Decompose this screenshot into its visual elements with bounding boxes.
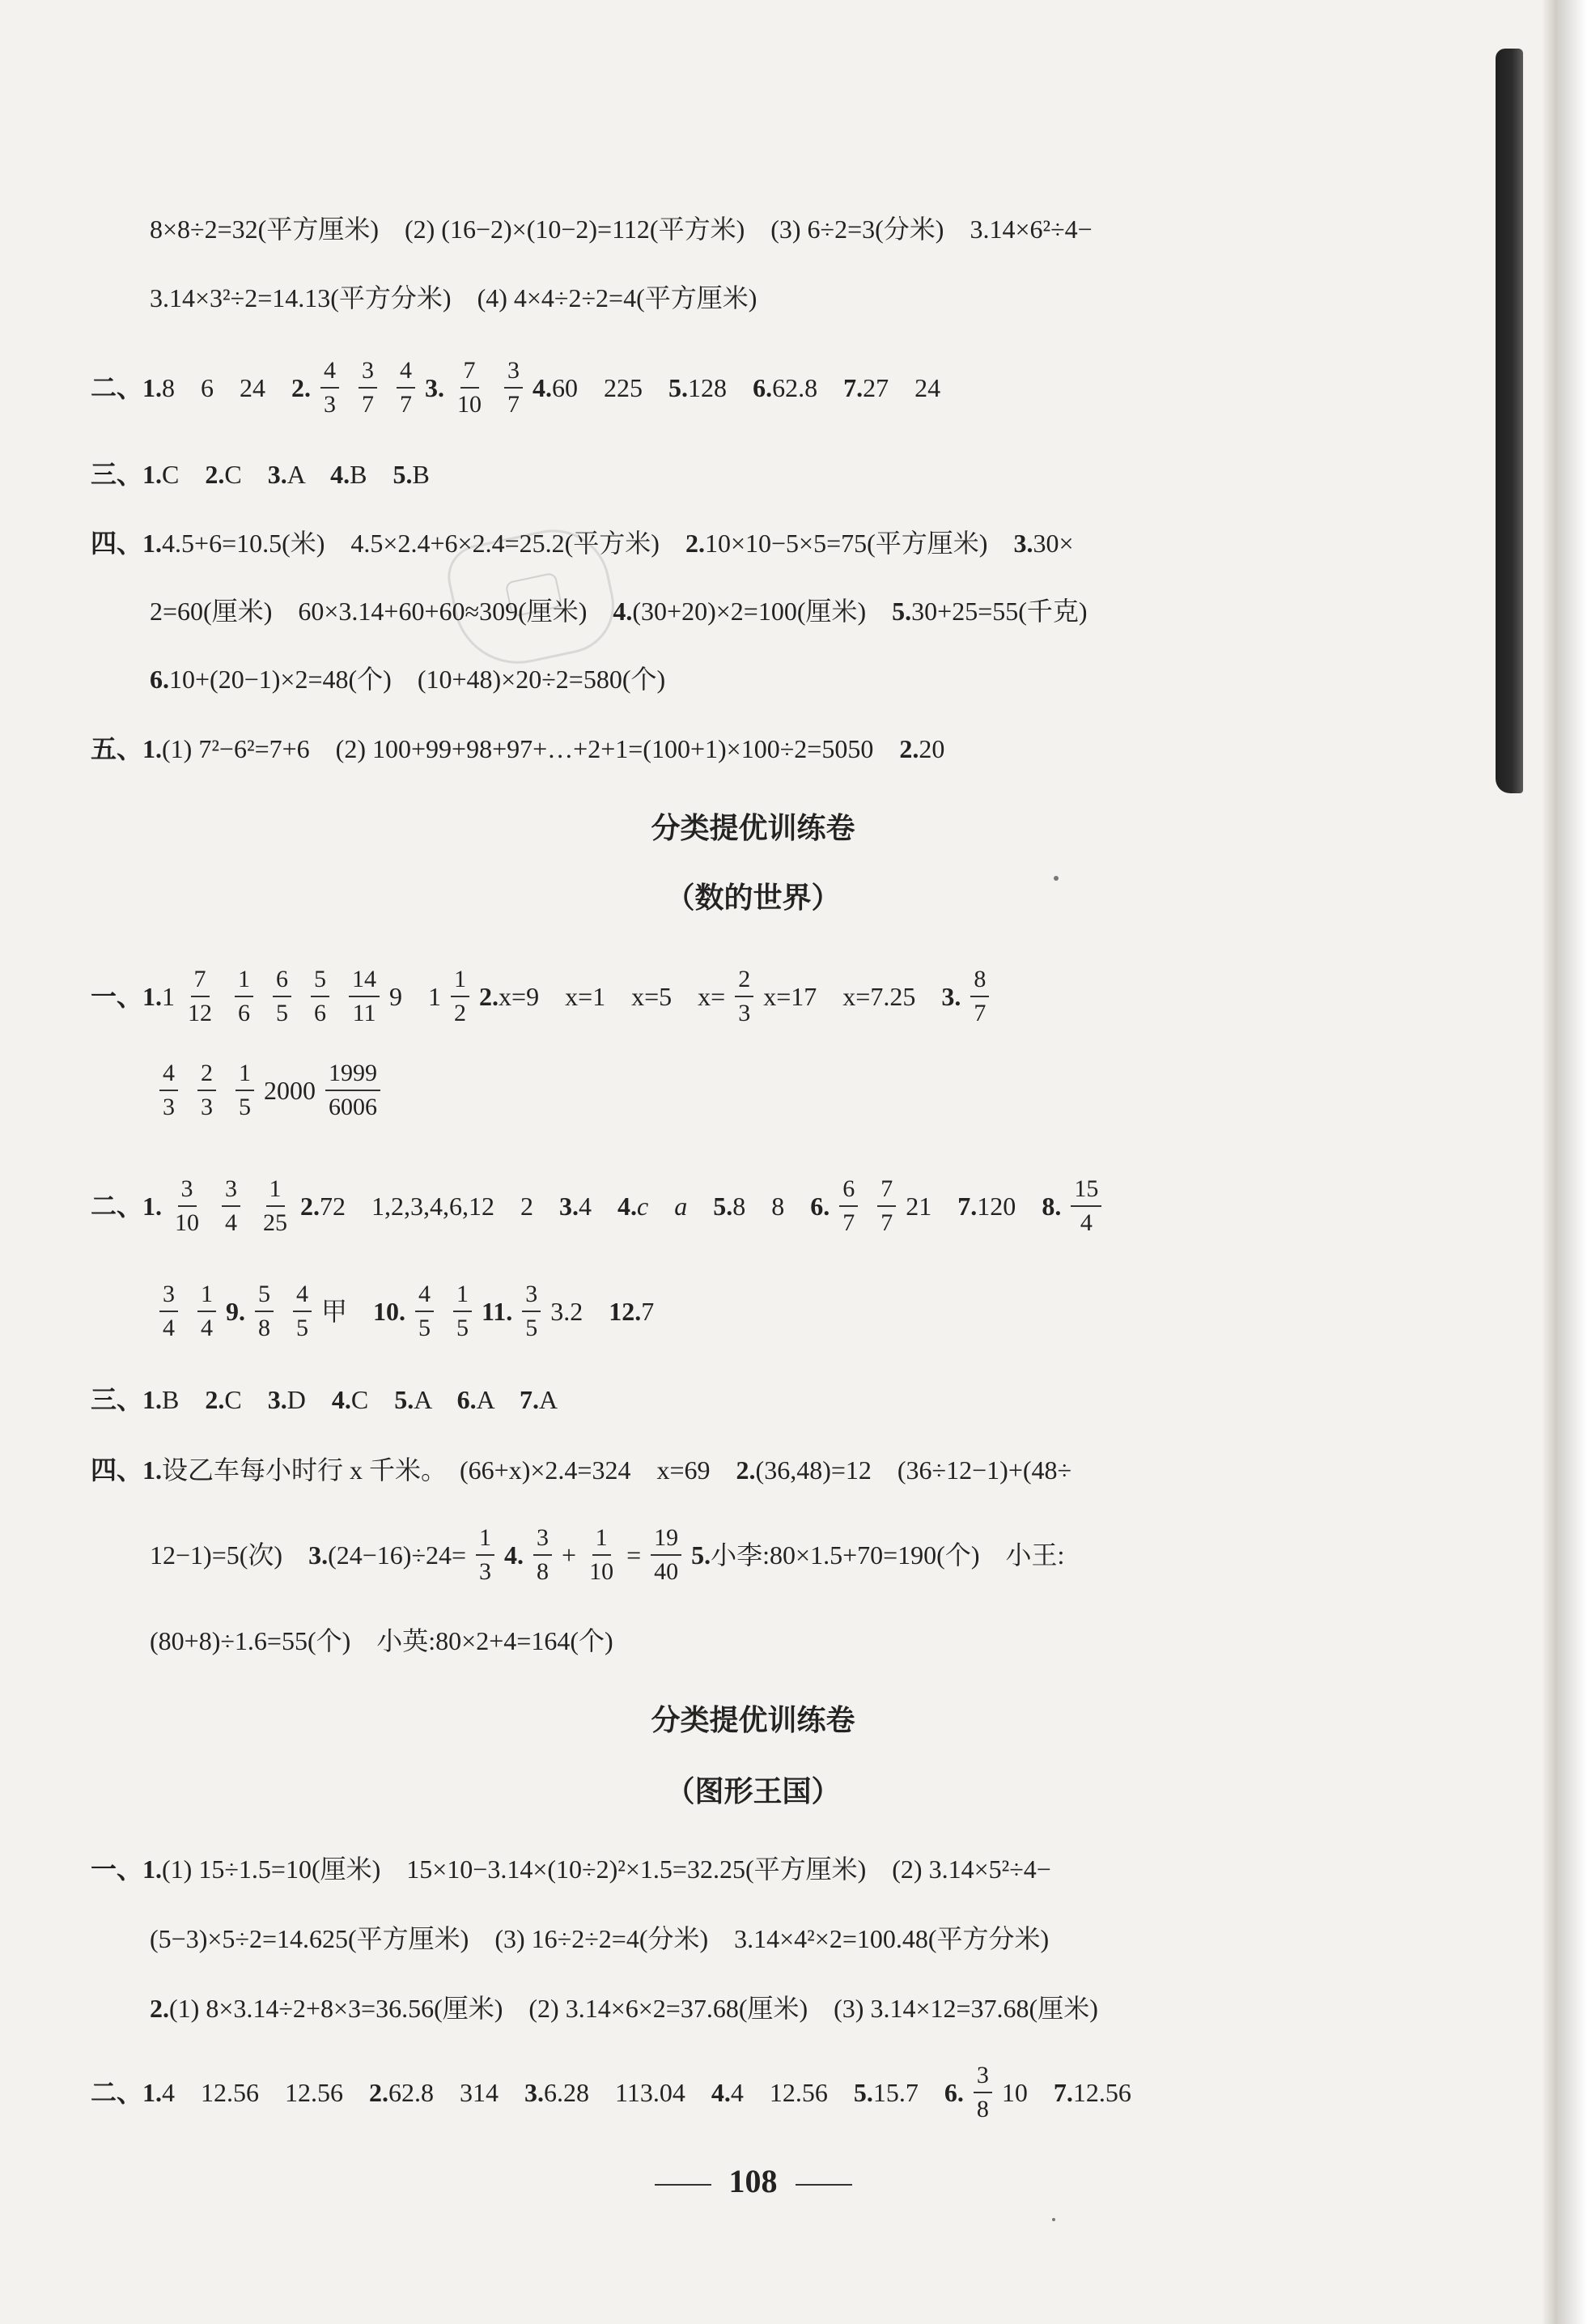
fraction (325, 1060, 380, 1121)
denominator: 25 (263, 1209, 288, 1236)
denominator: 5 (276, 1000, 289, 1026)
numerator: 3 (359, 357, 377, 389)
numerator: 19 (651, 1524, 681, 1556)
denominator: 5 (239, 1094, 251, 1120)
question-number: 3. (308, 1540, 329, 1570)
denominator: 10 (589, 1558, 614, 1585)
fraction (586, 1524, 617, 1586)
question-number: 7. (843, 373, 864, 402)
fraction (974, 2062, 992, 2123)
numerator: 1 (235, 966, 253, 997)
question-number: 1. (142, 1455, 163, 1485)
fraction (320, 357, 339, 418)
answer-text: 10 (1001, 2078, 1054, 2107)
answer-line (150, 1596, 1587, 1685)
section-number: 四、 (91, 529, 143, 558)
fraction (359, 357, 377, 418)
answer-line (150, 1046, 1587, 1135)
answer-text: 12−1)=5(次) (150, 1540, 309, 1570)
answer-text: (5−3)×5÷2=14.625(平方厘米) (3) 16÷2÷2=4(分米) 3.14×4²×2=100.48(平方分米) (150, 1924, 1050, 1953)
section-number: 五、 (91, 734, 143, 763)
answer-text: + (562, 1540, 577, 1570)
answer-text: = (626, 1540, 642, 1570)
question-number: 6. (150, 665, 169, 694)
question-number: 2. (479, 982, 499, 1011)
answer-text: 20 (919, 734, 945, 763)
answer-text: (1) 15÷1.5=10(厘米) 15×10−3.14×(10÷2)²×1.5=32.25(平方厘米) (2) 3.14×5²÷4− (162, 1855, 1051, 1884)
denominator: 7 (974, 1000, 987, 1026)
question-number: 1. (142, 1385, 163, 1414)
question-number: 2. (291, 373, 312, 402)
question-number: 2. (736, 1455, 756, 1485)
numerator: 3 (533, 1524, 552, 1556)
answer-text: D (286, 1385, 332, 1414)
answer-line (150, 253, 1587, 342)
answer-text: c a (637, 1192, 714, 1221)
question-number: 6. (944, 2078, 964, 2107)
denominator: 8 (258, 1315, 270, 1341)
numerator: 4 (397, 357, 415, 389)
numerator: 1 (453, 1281, 472, 1312)
question-number: 1. (142, 982, 163, 1011)
fraction (255, 1281, 274, 1342)
question-number: 1. (142, 1192, 163, 1221)
answer-line (150, 1267, 1587, 1356)
denominator: 6 (238, 1000, 251, 1026)
answer-text: 10×10−5×5=75(平方厘米) (704, 529, 1014, 558)
numerator: 5 (255, 1281, 274, 1312)
section-number: 二、 (91, 2078, 143, 2107)
fraction (273, 966, 291, 1027)
answer-line (150, 1964, 1587, 2053)
question-number: 6. (810, 1192, 830, 1221)
answer-text: A (476, 1385, 520, 1414)
answer-text: 1 (162, 982, 176, 1011)
question-number: 1. (142, 2078, 163, 2107)
fraction (349, 966, 380, 1027)
numerator: 4 (415, 1281, 434, 1312)
fraction (504, 357, 523, 418)
question-number: 1. (142, 1855, 163, 1884)
numerator: 1 (476, 1524, 494, 1556)
fraction (839, 1175, 858, 1237)
answer-text: 15.7 (872, 2078, 944, 2107)
denominator: 4 (1080, 1209, 1093, 1236)
question-number: 5. (394, 1385, 414, 1414)
numerator: 3 (159, 1281, 178, 1312)
footer-dash (655, 2184, 711, 2186)
denominator: 3 (479, 1558, 492, 1585)
numerator: 1 (236, 1060, 254, 1091)
denominator: 4 (201, 1315, 213, 1341)
fraction (1071, 1175, 1101, 1237)
answer-text: 8 6 24 (162, 373, 292, 402)
answer-text: x=9 x=1 x=5 x= (499, 982, 726, 1011)
question-number: 3. (425, 373, 445, 402)
numerator: 3 (504, 357, 523, 389)
answer-text: B (350, 460, 393, 489)
question-number: 5. (668, 373, 689, 402)
answer-text: 12.56 (1072, 2078, 1131, 2107)
page-number: 108 (728, 2163, 778, 2199)
answer-text: (36,48)=12 (36÷12−1)+(48÷ (755, 1455, 1072, 1485)
answer-text: A (414, 1385, 457, 1414)
footer-dash (796, 2184, 852, 2186)
question-number: 11. (482, 1297, 513, 1326)
denominator: 11 (352, 1000, 376, 1026)
numerator: 1 (451, 966, 469, 997)
question-number: 3. (267, 460, 287, 489)
denominator: 5 (418, 1315, 431, 1341)
answer-text: B (162, 1385, 206, 1414)
question-number: 2. (300, 1192, 320, 1221)
answer-text: (1) 8×3.14÷2+8×3=36.56(厘米) (2) 3.14×6×2=37.68(厘米) (3) 3.14×12=37.68(厘米) (169, 1994, 1098, 2023)
fraction (454, 357, 485, 418)
question-number: 4. (617, 1192, 638, 1221)
question-number: 12. (609, 1297, 642, 1326)
question-number: 10. (373, 1297, 406, 1326)
answer-text: 4 12.56 (730, 2078, 854, 2107)
scan-speck (1052, 2218, 1055, 2221)
denominator: 3 (201, 1094, 213, 1120)
answer-text: 120 (977, 1192, 1042, 1221)
answer-line (91, 704, 1587, 793)
answer-text: A (538, 1385, 558, 1414)
question-number: 5. (691, 1540, 711, 1570)
fraction (172, 1175, 202, 1237)
answer-text: B (412, 460, 430, 489)
question-number: 4. (711, 2078, 731, 2107)
answer-text: 8×8÷2=32(平方厘米) (2) (16−2)×(10−2)=112(平方米) (3) 6÷2=3(分米) 3.14×6²÷4− (150, 215, 1093, 244)
denominator: 3 (163, 1094, 175, 1120)
denominator: 2 (454, 1000, 467, 1026)
fraction (453, 1281, 472, 1342)
fraction (397, 357, 415, 418)
answer-text: 甲 (321, 1297, 374, 1326)
denominator: 3 (738, 1000, 751, 1026)
answer-line (91, 1425, 1587, 1515)
question-number: 3. (1013, 529, 1033, 558)
question-number: 5. (892, 597, 912, 626)
fraction (197, 1281, 216, 1342)
fraction (735, 966, 753, 1027)
answer-text: 3.2 (550, 1297, 609, 1326)
answer-text: 9 1 (389, 982, 442, 1011)
fraction (877, 1175, 896, 1237)
page-footer (0, 2157, 1506, 2206)
question-number: 2. (685, 529, 705, 558)
fraction (236, 1060, 254, 1121)
question-number: 7. (957, 1192, 978, 1221)
question-number: 7. (519, 1385, 539, 1414)
section-number: 三、 (91, 1385, 143, 1414)
answer-line (91, 343, 1587, 432)
denominator: 7 (362, 391, 375, 418)
denominator: 10 (175, 1209, 200, 1236)
fraction (651, 1524, 681, 1586)
denominator: 7 (880, 1209, 893, 1236)
answer-text: 10+(20−1)×2=48(个) (10+48)×20÷2=580(个) (169, 665, 666, 694)
denominator: 4 (163, 1315, 175, 1341)
fraction (415, 1281, 434, 1342)
answer-text: 60 225 (552, 373, 669, 402)
section-number: 三、 (91, 460, 143, 489)
answer-text: (30+20)×2=100(厘米) (632, 597, 893, 626)
question-number: 2. (205, 1385, 225, 1414)
section-number: 二、 (91, 373, 143, 402)
numerator: 1999 (325, 1060, 380, 1091)
question-number: 5. (713, 1192, 733, 1221)
answer-text: 3.14×3²÷2=14.13(平方分米) (4) 4×4÷2÷2=4(平方厘米) (150, 283, 757, 312)
denominator: 6006 (329, 1094, 377, 1120)
question-number: 5. (853, 2078, 873, 2107)
question-number: 4. (613, 597, 633, 626)
answer-text: 2=60(厘米) 60×3.14+60+60≈309(厘米) (150, 597, 613, 626)
numerator: 1 (197, 1281, 216, 1312)
answer-text: A (286, 460, 331, 489)
numerator: 14 (349, 966, 380, 997)
fraction (159, 1281, 178, 1342)
section-subheading: （数的世界） (665, 882, 841, 915)
question-number: 1. (142, 734, 163, 763)
denominator: 8 (537, 1558, 550, 1585)
question-number: 6. (753, 373, 773, 402)
question-number: 1. (142, 373, 163, 402)
question-number: 7. (1053, 2078, 1073, 2107)
numerator: 6 (839, 1175, 858, 1207)
question-number: 1. (142, 529, 163, 558)
fraction (235, 966, 253, 1027)
numerator: 8 (970, 966, 989, 997)
answer-text: 6.28 113.04 (544, 2078, 711, 2107)
answer-text: 7 (641, 1297, 655, 1326)
question-number: 2. (899, 734, 919, 763)
numerator: 4 (320, 357, 339, 389)
numerator: 5 (311, 966, 329, 997)
question-number: 3. (267, 1385, 287, 1414)
section-number: 一、 (91, 982, 143, 1011)
denominator: 7 (842, 1209, 855, 1236)
fraction (522, 1281, 541, 1342)
numerator: 4 (159, 1060, 178, 1091)
numerator: 4 (293, 1281, 312, 1312)
answer-text: 2000 (264, 1076, 316, 1105)
question-number: 1. (142, 460, 163, 489)
fraction (159, 1060, 178, 1121)
answer-text: 62.8 314 (388, 2078, 525, 2107)
fraction (185, 966, 215, 1027)
numerator: 7 (460, 357, 479, 389)
numerator: 2 (197, 1060, 216, 1091)
question-number: 3. (559, 1192, 579, 1221)
question-number: 8. (1042, 1192, 1062, 1221)
numerator: 1 (592, 1524, 611, 1556)
fraction (197, 1060, 216, 1121)
numerator: 15 (1071, 1175, 1101, 1207)
denominator: 3 (324, 391, 337, 418)
question-number: 5. (393, 460, 413, 489)
answer-text: (1) 7²−6²=7+6 (2) 100+99+98+97+…+2+1=(100+1)×100÷2=5050 (162, 734, 900, 763)
section-number: 二、 (91, 1192, 143, 1221)
denominator: 5 (456, 1315, 469, 1341)
denominator: 7 (507, 391, 520, 418)
answer-text: 62.8 (772, 373, 844, 402)
denominator: 8 (976, 2096, 989, 2122)
numerator: 6 (273, 966, 291, 997)
answer-text: 72 1,2,3,4,6,12 2 (320, 1192, 560, 1221)
numerator: 3 (178, 1175, 197, 1207)
answer-text: 4 12.56 12.56 (162, 2078, 370, 2107)
denominator: 4 (225, 1209, 238, 1236)
numerator: 7 (191, 966, 210, 997)
answer-text: (24−16)÷24= (328, 1540, 467, 1570)
answer-text: 4 (579, 1192, 618, 1221)
numerator: 7 (877, 1175, 896, 1207)
numerator: 2 (735, 966, 753, 997)
answer-line (91, 2048, 1587, 2137)
question-number: 4. (330, 460, 350, 489)
numerator: 3 (222, 1175, 240, 1207)
answer-text: C (350, 1385, 395, 1414)
answer-line (91, 1162, 1587, 1251)
denominator: 12 (188, 1000, 213, 1026)
question-number: 6. (456, 1385, 477, 1414)
section-number: 四、 (91, 1455, 143, 1485)
denominator: 7 (400, 391, 413, 418)
section-heading: 分类提优训练卷 (651, 812, 855, 845)
question-number: 3. (941, 982, 961, 1011)
section-subheading: （图形王国） (665, 1775, 841, 1808)
question-number: 4. (504, 1540, 524, 1570)
answer-line (150, 1510, 1587, 1600)
answer-text: 30× (1033, 529, 1074, 558)
answer-text: 27 24 (863, 373, 941, 402)
numerator: 3 (974, 2062, 992, 2093)
section-number: 一、 (91, 1855, 143, 1884)
question-number: 2. (369, 2078, 389, 2107)
answer-text: 128 (688, 373, 753, 402)
fraction (476, 1524, 494, 1586)
answer-text: (80+8)÷1.6=55(个) 小英:80×2+4=164(个) (150, 1626, 613, 1655)
numerator: 3 (522, 1281, 541, 1312)
denominator: 6 (314, 1000, 327, 1026)
question-number: 4. (533, 373, 553, 402)
answer-text: 4.5+6=10.5(米) 4.5×2.4+6×2.4=25.2(平方米) (162, 529, 685, 558)
answer-text: 30+25=55(千克) (911, 597, 1088, 626)
fraction (533, 1524, 552, 1586)
fraction (222, 1175, 240, 1237)
answer-text: 21 (906, 1192, 958, 1221)
question-number: 4. (331, 1385, 351, 1414)
answer-text: 小李:80×1.5+70=190(个) 小王: (711, 1540, 1065, 1570)
fraction (293, 1281, 312, 1342)
answer-text: 设乙车每小时行 x 千米。 (66+x)×2.4=324 x=69 (162, 1455, 736, 1485)
fraction (260, 1175, 291, 1237)
question-number: 2. (150, 1994, 169, 2023)
answer-text: C (162, 460, 206, 489)
denominator: 10 (457, 391, 482, 418)
numerator: 1 (266, 1175, 285, 1207)
answer-text: C (224, 460, 268, 489)
denominator: 40 (654, 1558, 679, 1585)
fraction (311, 966, 329, 1027)
question-number: 3. (524, 2078, 545, 2107)
answer-text: 8 8 (732, 1192, 811, 1221)
question-number: 2. (205, 460, 225, 489)
section-heading: 分类提优训练卷 (651, 1704, 855, 1737)
answer-text: x=17 x=7.25 (763, 982, 942, 1011)
fraction (451, 966, 469, 1027)
denominator: 5 (296, 1315, 308, 1341)
denominator: 5 (525, 1315, 538, 1341)
answer-line (91, 952, 1587, 1041)
answer-text: C (224, 1385, 268, 1414)
question-number: 9. (226, 1297, 245, 1326)
fraction (970, 966, 989, 1027)
